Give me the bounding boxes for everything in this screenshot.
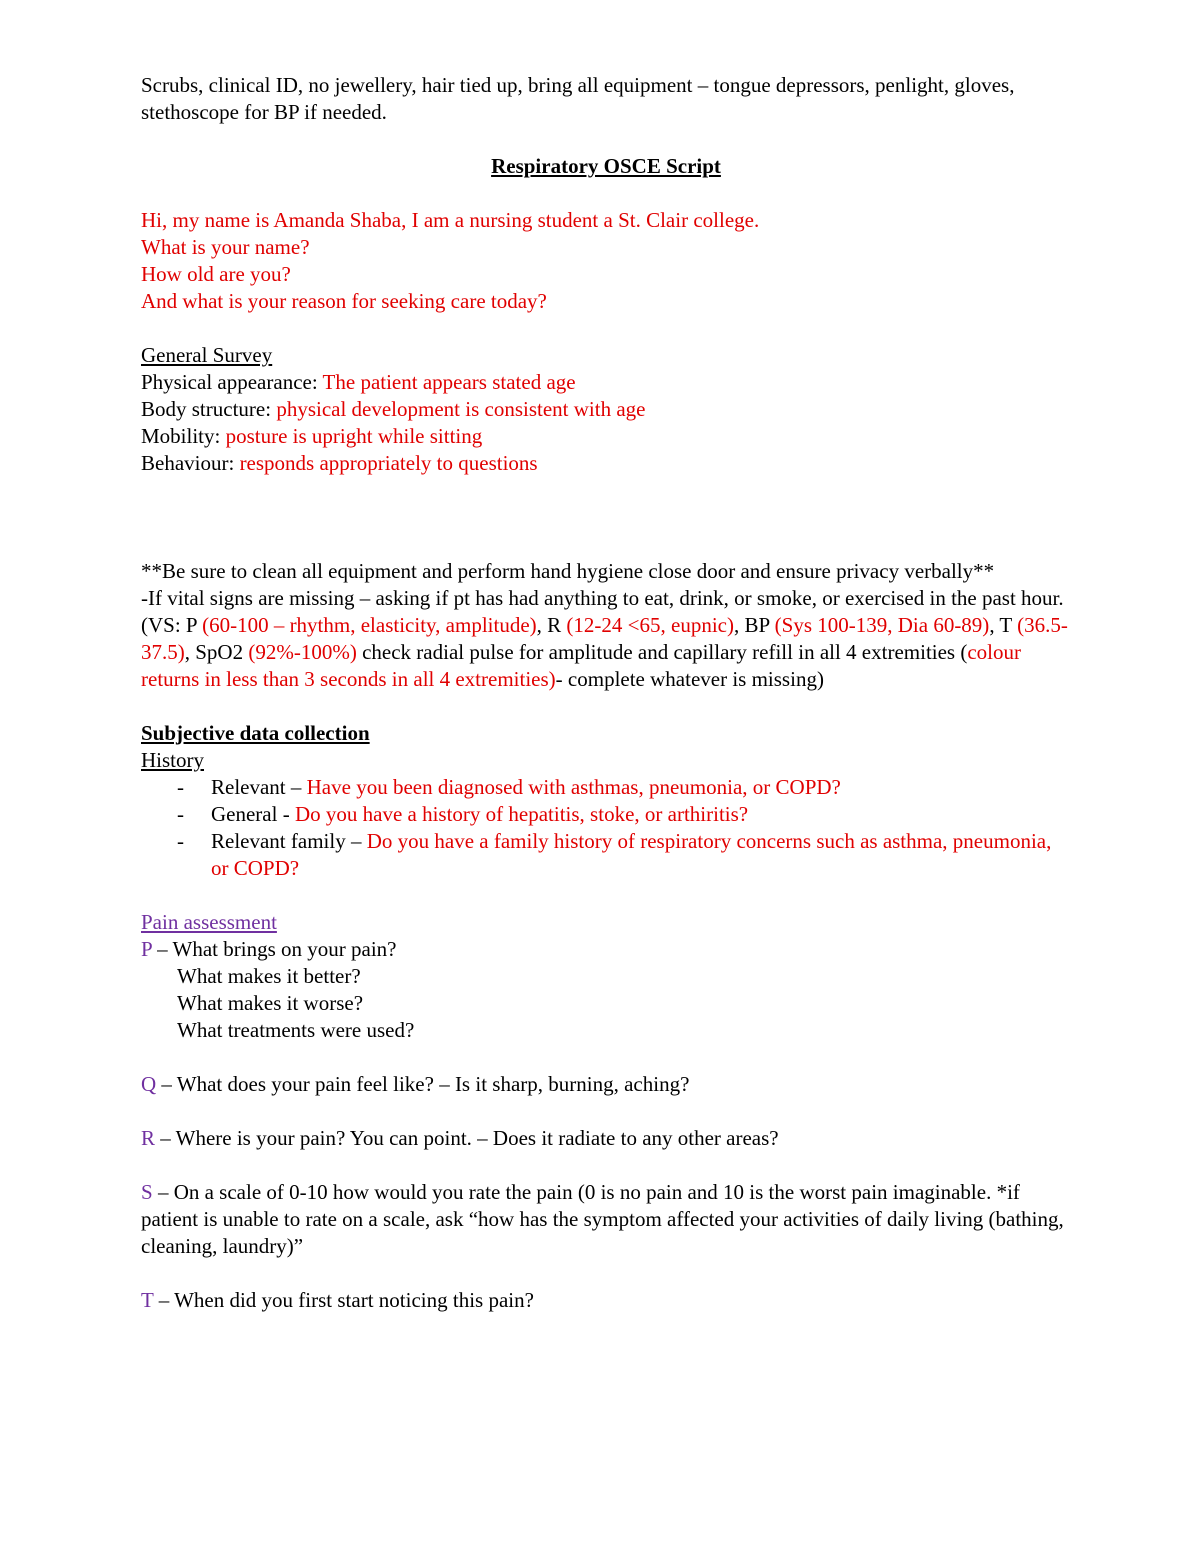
pain-letter-q: Q	[141, 1072, 157, 1096]
history-label: General -	[211, 802, 295, 826]
history-list	[141, 774, 1071, 882]
survey-value: The patient appears stated age	[322, 370, 576, 394]
vitals-text: check radial pulse for amplitude and capillary refill in all 4 extremities (	[356, 640, 968, 664]
pain-letter-p: P	[141, 937, 152, 961]
survey-item	[141, 423, 1071, 450]
dash-bullet: -	[177, 775, 184, 799]
pain-question: – What brings on your pain?	[151, 937, 397, 961]
vitals-text: , R	[536, 613, 567, 637]
vitals-text: , BP	[733, 613, 775, 637]
vitals-text: -If vital signs are missing – asking if pt has had anything to eat, drink, or smoke, or exercised in the past hour. (VS: P	[141, 586, 1064, 637]
vitals-text: , T	[989, 613, 1018, 637]
vitals-range: (92%-100%)	[248, 640, 357, 664]
general-survey-heading: General Survey	[141, 343, 273, 367]
page-title: Respiratory OSCE Script	[491, 154, 721, 178]
greeting-line: And what is your reason for seeking care today?	[141, 289, 547, 313]
pain-letter-r: R	[141, 1126, 156, 1150]
vitals-text: - complete whatever is missing)	[555, 667, 824, 691]
history-question: Do you have a history of hepatitis, stoke, or arthiritis?	[294, 802, 749, 826]
survey-value: posture is upright while sitting	[225, 424, 483, 448]
pain-assessment-heading: Pain assessment	[141, 910, 277, 934]
vitals-range: (12-24 <65, eupnic)	[566, 613, 734, 637]
reminder-note: **Be sure to clean all equipment and perform hand hygiene close door and ensure privacy verbally**	[141, 559, 995, 583]
vitals-text: , SpO2	[184, 640, 249, 664]
history-heading: History	[141, 748, 204, 772]
history-item	[141, 774, 1071, 801]
history-label: Relevant family –	[211, 829, 367, 853]
greeting-block	[141, 207, 1071, 315]
greeting-line: Hi, my name is Amanda Shaba, I am a nursing student a St. Clair college.	[141, 208, 760, 232]
survey-value: responds appropriately to questions	[239, 451, 538, 475]
survey-label: Behaviour:	[141, 451, 240, 475]
vital-signs-paragraph	[141, 585, 1071, 693]
pain-question: – Where is your pain? You can point. – Does it radiate to any other areas?	[155, 1126, 779, 1150]
pain-q-line	[141, 1071, 1071, 1098]
vitals-range: (Sys 100-139, Dia 60-89)	[774, 613, 990, 637]
vitals-range: (60-100 – rhythm, elasticity, amplitude)	[202, 613, 537, 637]
vitals-range: (36.5-37.5)	[141, 613, 1068, 664]
document-page	[141, 72, 1071, 1314]
greeting-line: How old are you?	[141, 262, 291, 286]
survey-value: physical development is consistent with age	[276, 397, 646, 421]
general-survey-section	[141, 342, 1071, 477]
pain-p-line	[141, 936, 1071, 963]
survey-item	[141, 450, 1071, 477]
survey-label: Body structure:	[141, 397, 277, 421]
intro-paragraph: Scrubs, clinical ID, no jewellery, hair tied up, bring all equipment – tongue depressors, penlight, gloves, stethoscope for BP if needed.	[141, 73, 1015, 124]
history-item	[141, 801, 1071, 828]
survey-item	[141, 396, 1071, 423]
pain-s-line	[141, 1179, 1071, 1260]
history-question: Do you have a family history of respiratory concerns such as asthma, pneumonia, or COPD?	[211, 829, 1052, 880]
pain-question: What makes it better?	[177, 964, 361, 988]
survey-item	[141, 369, 1071, 396]
pain-assessment-section	[141, 909, 1071, 1314]
history-question: Have you been diagnosed with asthmas, pneumonia, or COPD?	[306, 775, 841, 799]
vitals-range: colour returns in less than 3 seconds in all 4 extremities)	[141, 640, 1022, 691]
survey-label: Mobility:	[141, 424, 226, 448]
dash-bullet: -	[177, 802, 184, 826]
survey-label: Physical appearance:	[141, 370, 323, 394]
pain-letter-s: S	[141, 1180, 153, 1204]
pain-letter-t: T	[141, 1288, 154, 1312]
greeting-line: What is your name?	[141, 235, 310, 259]
subjective-section	[141, 720, 1071, 882]
pain-question: – When did you first start noticing this pain?	[153, 1288, 534, 1312]
dash-bullet: -	[177, 829, 184, 853]
history-item	[141, 828, 1071, 882]
history-label: Relevant –	[211, 775, 307, 799]
pain-question: – On a scale of 0-10 how would you rate the pain (0 is no pain and 10 is the worst pain imaginable. *if patient is unable to rate on a scale, ask “how has the symptom affected your activities of daily living (bathing, cleaning, laundry)”	[141, 1180, 1064, 1258]
pain-t-line	[141, 1287, 1071, 1314]
subjective-heading: Subjective data collection	[141, 721, 370, 745]
pain-question: What treatments were used?	[177, 1018, 415, 1042]
pain-r-line	[141, 1125, 1071, 1152]
pain-question: What makes it worse?	[177, 991, 364, 1015]
pain-question: – What does your pain feel like? – Is it sharp, burning, aching?	[156, 1072, 690, 1096]
